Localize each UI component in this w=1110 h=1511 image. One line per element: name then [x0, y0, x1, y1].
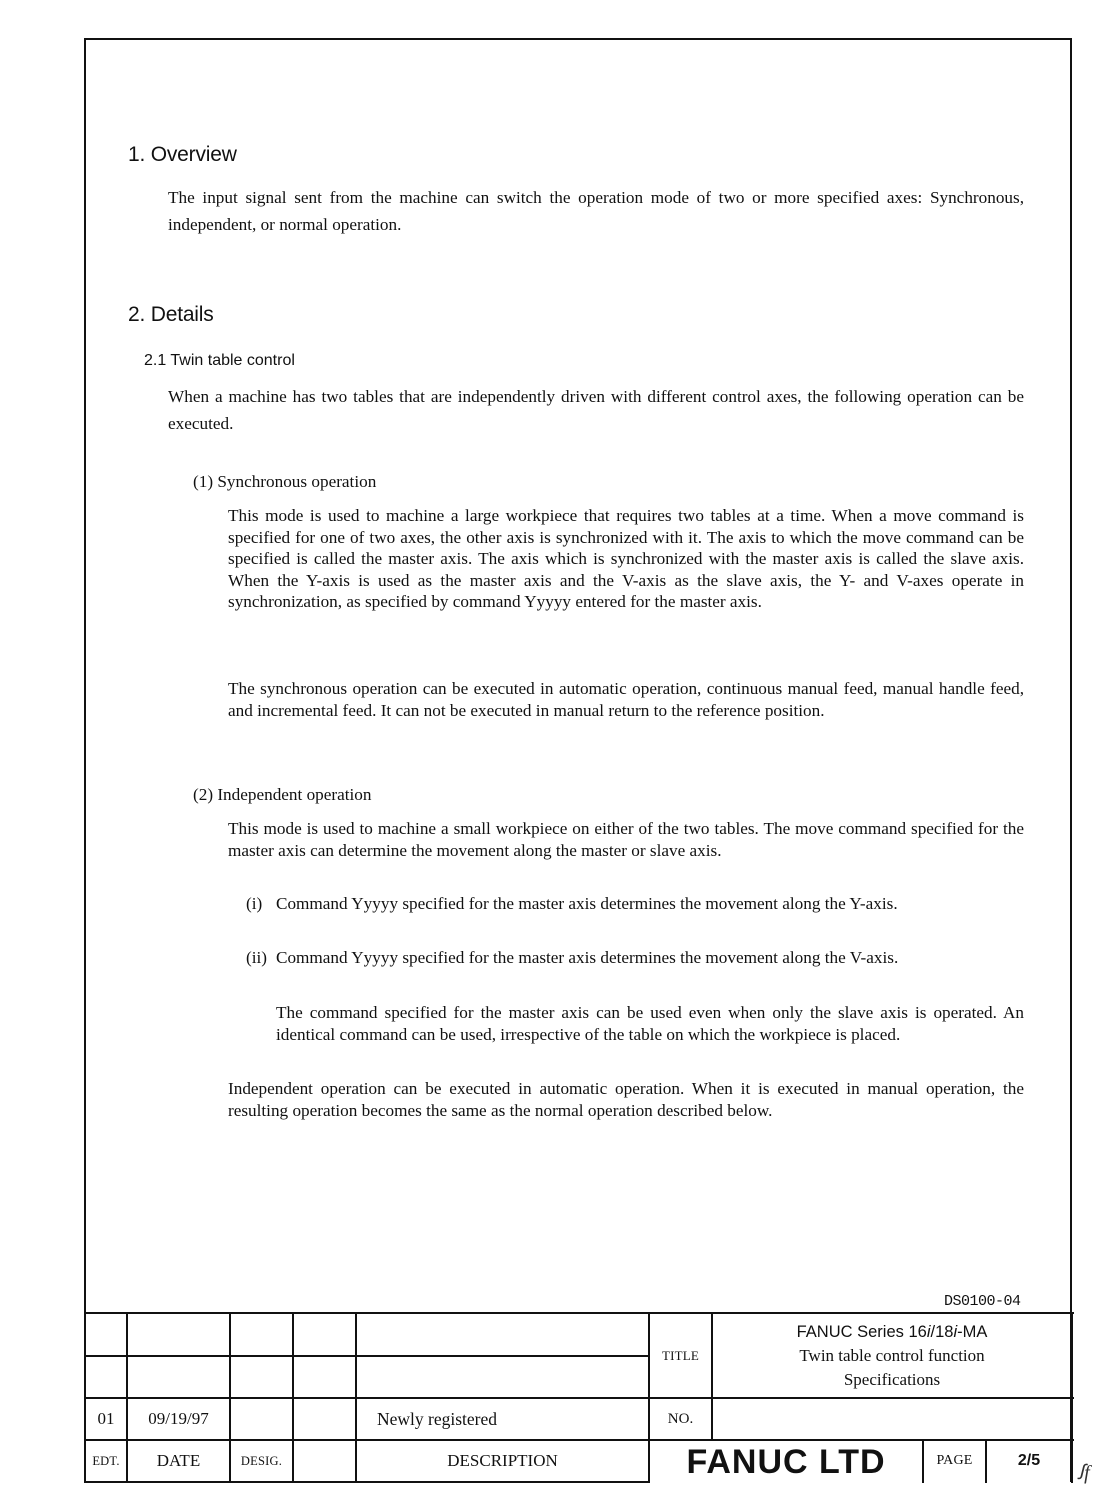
header-description: DESCRIPTION: [447, 1451, 558, 1470]
header-date: DATE: [156, 1451, 201, 1470]
independent-closing: Independent operation can be executed in automatic operation. When it is executed in manual operation, the resulting operation becomes the same as the normal operation described below.: [228, 1079, 1024, 1120]
subitem-text: Command Yyyyy specified for the master axis determines the movement along the V-axis.: [276, 948, 899, 967]
page-border: [84, 38, 1072, 1482]
synchronous-paragraph-1: This mode is used to machine a large workpiece that requires two tables at a time. When a move command is specified for one of two axes, the other axis is synchronized with it. The axis to which the move command can be specified is called the master axis. The axis which is synchronized with the master axis is called the slave axis. When the Y-axis is used as the master axis and the V-axis as the slave axis, the Y- and V-axes operate in synchronization, as specified by command Yyyyy entered for the master axis.: [228, 506, 1024, 611]
header-desig: DESIG.: [240, 1453, 283, 1468]
item-heading-synchronous: (1) Synchronous operation: [193, 472, 377, 491]
subitem-text: Command Yyyyy specified for the master axis determines the movement along the Y-axis.: [276, 894, 898, 913]
subitem-marker: (i): [246, 894, 263, 913]
revision-description: Newly registered: [377, 1408, 498, 1429]
handwritten-mark: ꭍf: [1077, 1462, 1090, 1484]
company-logo: FANUC LTD: [686, 1442, 886, 1481]
revision-edt: 01: [97, 1409, 115, 1428]
section-heading-details: 2. Details: [128, 303, 214, 326]
subsection-heading-twin-table: 2.1 Twin table control: [144, 352, 295, 369]
title-label: TITLE: [661, 1347, 700, 1363]
independent-paragraph: This mode is used to machine a small workpiece on either of the two tables. The move command specified for the master axis can determine the movement along the master or slave axis.: [228, 819, 1024, 860]
title-line-1: FANUC Series 16i/18i-MA: [796, 1322, 988, 1341]
title-line-3: Specifications: [843, 1369, 941, 1389]
no-label: NO.: [667, 1410, 694, 1427]
synchronous-paragraph-2: The synchronous operation can be executed in automatic operation, continuous manual feed, manual handle feed, and incremental feed. It can not be executed in manual return to the reference position.: [228, 679, 1024, 720]
item-heading-independent: (2) Independent operation: [193, 785, 372, 804]
page-number: 2/5: [1017, 1452, 1041, 1469]
twin-table-intro: When a machine has two tables that are independently driven with different control axes, the following operation can be executed.: [168, 387, 1024, 433]
subitem-marker: (ii): [246, 948, 267, 967]
form-number: DS0100-04: [944, 1293, 1021, 1310]
revision-date: 09/19/97: [148, 1409, 209, 1428]
overview-paragraph: The input signal sent from the machine can switch the operation mode of two or more specified axes: Synchronous, independent, or normal operation.: [168, 188, 1024, 234]
header-edt: EDT.: [92, 1453, 120, 1468]
document-title: [713, 1314, 1071, 1397]
page-label: PAGE: [936, 1453, 973, 1468]
title-line-2: Twin table control function: [799, 1345, 985, 1365]
no-value: [713, 1399, 1071, 1439]
subitem-note: The command specified for the master axis can be used even when only the slave axis is operated. An identical command can be used, irrespective of the table on which the workpiece is placed.: [276, 1003, 1024, 1044]
section-heading-overview: 1. Overview: [128, 143, 237, 166]
